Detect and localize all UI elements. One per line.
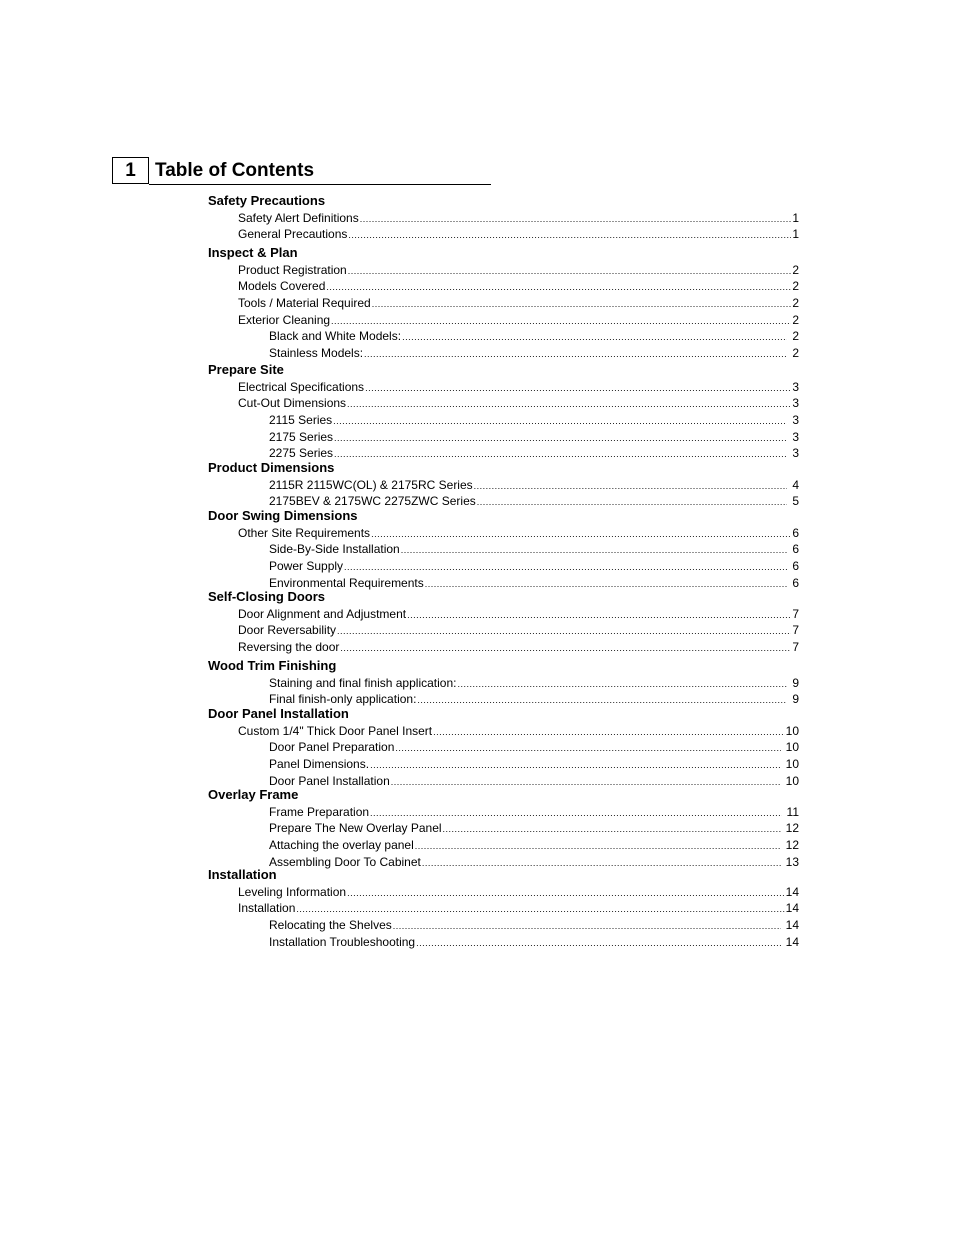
- dot-leader: [370, 756, 781, 773]
- dot-leader: [348, 226, 791, 243]
- page-title: Table of Contents: [155, 160, 315, 181]
- toc-entry-page: 7: [792, 607, 799, 621]
- toc-entry[interactable]: [238, 525, 799, 541]
- toc-entry-title: Safety Alert Definitions: [238, 211, 359, 225]
- toc-entry-title: Product Registration: [238, 263, 347, 277]
- toc-entry-page: 10: [785, 774, 799, 788]
- toc-entry[interactable]: [269, 575, 799, 591]
- toc-entry-page: 2: [792, 296, 799, 310]
- toc-entry[interactable]: [269, 345, 799, 361]
- dot-leader: [348, 262, 792, 279]
- toc-entry-page: 3: [792, 396, 799, 410]
- toc-entry-title: Models Covered: [238, 279, 326, 293]
- toc-entry-title: Installation: [238, 901, 296, 915]
- toc-entry-page: 14: [785, 935, 799, 949]
- toc-entry-title: 2275 Series: [269, 446, 334, 460]
- toc-section-heading[interactable]: Prepare Site: [208, 362, 284, 377]
- toc-entry-page: 14: [785, 885, 799, 899]
- dot-leader: [364, 345, 787, 362]
- toc-entry-page: 11: [786, 805, 799, 819]
- dot-leader: [402, 328, 787, 345]
- toc-entry-title: Cut-Out Dimensions: [238, 396, 347, 410]
- toc-section-heading[interactable]: Installation: [208, 867, 277, 882]
- toc-entry-title: Prepare The New Overlay Panel: [269, 821, 442, 835]
- dot-leader: [433, 723, 785, 740]
- toc-entry[interactable]: [269, 820, 799, 836]
- toc-entry-page: 2: [792, 329, 799, 343]
- toc-entry-title: Stainless Models:: [269, 346, 364, 360]
- dot-leader: [372, 295, 792, 312]
- toc-entry[interactable]: [269, 917, 799, 933]
- toc-entry-page: 12: [785, 821, 799, 835]
- toc-entry[interactable]: [269, 739, 799, 755]
- toc-entry-title: Door Alignment and Adjustment: [238, 607, 407, 621]
- toc-entry-title: Leveling Information: [238, 885, 347, 899]
- toc-entry-page: 2: [792, 263, 799, 277]
- dot-leader: [395, 739, 780, 756]
- dot-leader: [370, 804, 781, 821]
- dot-leader: [296, 900, 784, 917]
- toc-section-heading[interactable]: Product Dimensions: [208, 460, 335, 475]
- toc-entry-page: 13: [785, 855, 799, 869]
- toc-entry-title: Black and White Models:: [269, 329, 402, 343]
- toc-entry[interactable]: [238, 295, 799, 311]
- dot-leader: [417, 691, 787, 708]
- toc-entry-title: Staining and final finish application:: [269, 676, 457, 690]
- toc-entry-page: 14: [785, 901, 799, 915]
- toc-entry[interactable]: [269, 773, 799, 789]
- dot-leader: [393, 917, 781, 934]
- dot-leader: [443, 820, 781, 837]
- dot-leader: [407, 606, 791, 623]
- toc-entry-title: Panel Dimensions.: [269, 757, 370, 771]
- toc-entry-page: 1: [792, 211, 799, 225]
- toc-entry[interactable]: [238, 379, 799, 395]
- chapter-header: [112, 157, 492, 187]
- toc-entry-title: General Precautions: [238, 227, 348, 241]
- toc-entry-page: 3: [792, 413, 799, 427]
- toc-entry-page: 2: [792, 346, 799, 360]
- toc-entry[interactable]: [269, 854, 799, 870]
- toc-entry-title: 2115 Series: [269, 413, 333, 427]
- toc-entry-title: Reversing the door: [238, 640, 340, 654]
- dot-leader: [401, 541, 788, 558]
- toc-entry-title: Door Reversability: [238, 623, 337, 637]
- toc-entry-page: 6: [792, 559, 799, 573]
- dot-leader: [347, 395, 791, 412]
- dot-leader: [326, 278, 791, 295]
- dot-leader: [457, 675, 787, 692]
- dot-leader: [477, 493, 788, 510]
- toc-entry[interactable]: [269, 691, 799, 707]
- toc-entry-page: 10: [785, 740, 799, 754]
- toc-section-heading[interactable]: Wood Trim Finishing: [208, 658, 337, 673]
- toc-section-heading[interactable]: Door Swing Dimensions: [208, 508, 358, 523]
- toc-entry-page: 10: [785, 724, 799, 738]
- toc-entry-title: Door Panel Installation: [269, 774, 390, 788]
- toc-entry[interactable]: [238, 639, 799, 655]
- dot-leader: [337, 622, 791, 639]
- header-rule: [149, 184, 491, 185]
- chapter-number: 1: [112, 157, 149, 184]
- toc-section-heading[interactable]: Overlay Frame: [208, 787, 299, 802]
- toc-entry-page: 6: [792, 576, 799, 590]
- toc-entry-title: 2175BEV & 2175WC 2275ZWC Series: [269, 494, 476, 508]
- toc-entry-title: Electrical Specifications: [238, 380, 365, 394]
- toc-section-heading[interactable]: Safety Precautions: [208, 193, 326, 208]
- toc-entry[interactable]: [269, 429, 799, 445]
- toc-entry[interactable]: [269, 675, 799, 691]
- toc-entry-title: Installation Troubleshooting: [269, 935, 416, 949]
- dot-leader: [333, 412, 787, 429]
- toc-entry[interactable]: [269, 493, 799, 509]
- toc-entry-page: 14: [785, 918, 799, 932]
- toc-entry[interactable]: [269, 558, 799, 574]
- toc-entry-page: 2: [792, 279, 799, 293]
- toc-entry[interactable]: [238, 312, 799, 328]
- toc-entry-page: 10: [785, 757, 799, 771]
- toc-entry-title: Tools / Material Required: [238, 296, 371, 310]
- toc-entry[interactable]: [269, 837, 799, 853]
- toc-entry[interactable]: [269, 477, 799, 493]
- toc-entry-title: Exterior Cleaning: [238, 313, 331, 327]
- toc-entry[interactable]: [238, 723, 799, 739]
- dot-leader: [340, 639, 791, 656]
- toc-entry[interactable]: [269, 541, 799, 557]
- toc-entry[interactable]: [238, 262, 799, 278]
- dot-leader: [474, 477, 788, 494]
- dot-leader: [347, 884, 785, 901]
- toc-section-heading[interactable]: Inspect & Plan: [208, 245, 298, 260]
- toc-entry-title: Custom 1/4" Thick Door Panel Insert: [238, 724, 433, 738]
- toc-entry-title: Environmental Requirements: [269, 576, 424, 590]
- toc-entry-title: Final finish-only application:: [269, 692, 417, 706]
- dot-leader: [415, 837, 781, 854]
- toc-entry-title: Assembling Door To Cabinet: [269, 855, 421, 869]
- toc-entry-page: 7: [792, 640, 799, 654]
- dot-leader: [371, 525, 791, 542]
- dot-leader: [331, 312, 791, 329]
- toc-entry-title: Frame Preparation: [269, 805, 370, 819]
- dot-leader: [334, 445, 787, 462]
- toc-entry[interactable]: [238, 606, 799, 622]
- toc-entry-page: 6: [792, 542, 799, 556]
- toc-section-heading[interactable]: Door Panel Installation: [208, 706, 349, 721]
- toc-entry-page: 12: [785, 838, 799, 852]
- toc-entry[interactable]: [238, 395, 799, 411]
- toc-entry-page: 9: [792, 676, 799, 690]
- toc-entry-page: 9: [792, 692, 799, 706]
- toc-entry[interactable]: [269, 934, 799, 950]
- toc-entry-title: Other Site Requirements: [238, 526, 371, 540]
- toc-entry-page: 5: [792, 494, 799, 508]
- toc-entry-page: 3: [792, 446, 799, 460]
- dot-leader: [391, 773, 781, 790]
- toc-entry-title: 2115R 2115WC(OL) & 2175RC Series: [269, 478, 473, 492]
- toc-entry[interactable]: [238, 900, 799, 916]
- toc-entry[interactable]: [269, 756, 799, 772]
- toc-entry[interactable]: [238, 884, 799, 900]
- toc-entry-title: Door Panel Preparation: [269, 740, 395, 754]
- toc-entry[interactable]: [238, 278, 799, 294]
- toc-entry-title: Attaching the overlay panel: [269, 838, 414, 852]
- toc-entry[interactable]: [269, 328, 799, 344]
- toc-entry-page: 3: [792, 380, 799, 394]
- toc-entry-title: Power Supply: [269, 559, 344, 573]
- toc-entry[interactable]: [238, 622, 799, 638]
- toc-entry-page: 2: [792, 313, 799, 327]
- toc-entry-title: Side-By-Side Installation: [269, 542, 400, 556]
- toc-entry-page: 7: [792, 623, 799, 637]
- toc-entry-title: Relocating the Shelves: [269, 918, 392, 932]
- toc-entry[interactable]: [238, 226, 799, 242]
- dot-leader: [425, 575, 788, 592]
- toc-entry[interactable]: [269, 445, 799, 461]
- dot-leader: [422, 854, 781, 871]
- dot-leader: [416, 934, 781, 951]
- toc-entry-page: 6: [792, 526, 799, 540]
- dot-leader: [344, 558, 787, 575]
- dot-leader: [360, 210, 792, 227]
- toc-section-heading[interactable]: Self-Closing Doors: [208, 589, 326, 604]
- toc-entry[interactable]: [269, 412, 799, 428]
- toc-entry[interactable]: [238, 210, 799, 226]
- dot-leader: [365, 379, 791, 396]
- toc-entry-page: 3: [792, 430, 799, 444]
- toc-entry-title: 2175 Series: [269, 430, 334, 444]
- toc-entry[interactable]: [269, 804, 799, 820]
- toc-entry-page: 4: [792, 478, 799, 492]
- dot-leader: [334, 429, 787, 446]
- toc-entry-page: 1: [792, 227, 799, 241]
